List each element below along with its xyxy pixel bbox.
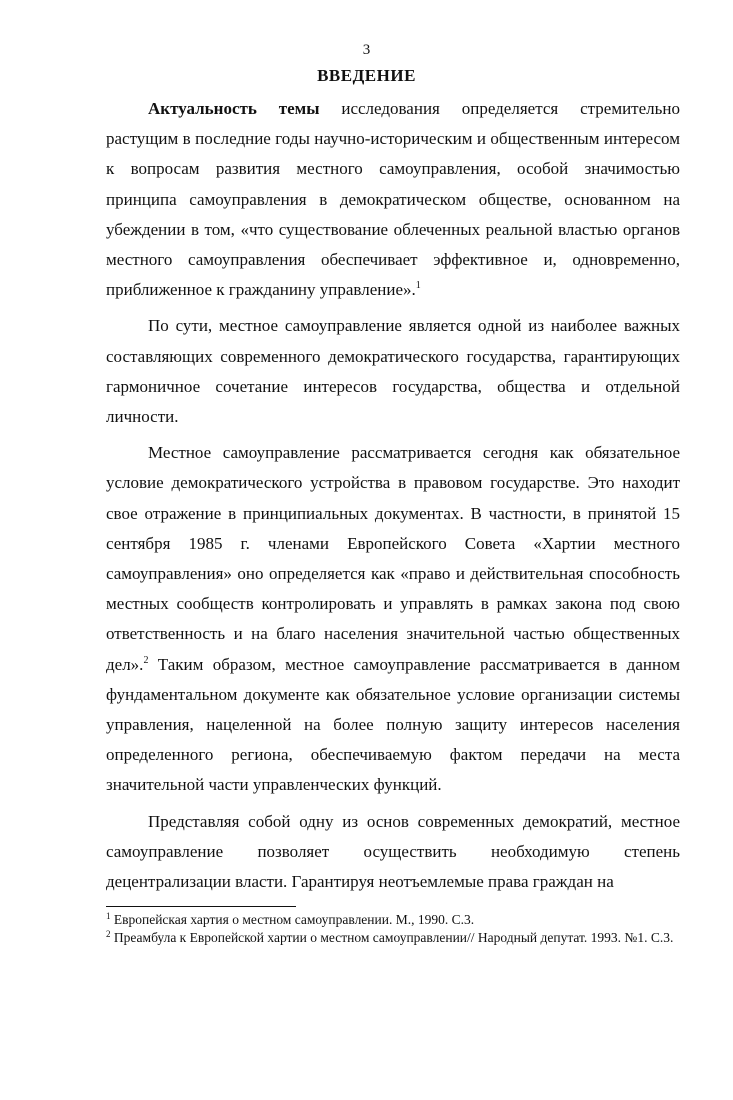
footnote-1 — [106, 911, 680, 929]
paragraph-text: исследования определяется стремительно растущим в последние годы научно-историческим и общественным интересом к вопросам развития местного самоуправления, особой значимостью принципа самоуправления в демократическом обществе, основанном на убеждении в том, «что существование облеченных реальной властью органов местного самоуправления обеспечивает эффективное и, одновременно, приближенное к гражданину управление». — [106, 99, 680, 300]
relevance-lead: Актуальность темы — [148, 99, 320, 118]
footnote-text: Европейская хартия о местном самоуправлении. М., 1990. С.3. — [110, 912, 475, 927]
footnote-separator — [106, 906, 296, 907]
paragraph-relevance — [106, 94, 680, 305]
paragraph-decentralization — [106, 807, 680, 898]
footnote-text: Преамбула к Европейской хартии о местном самоуправлении// Народный депутат. 1993. №1. С.3. — [110, 930, 674, 945]
footnote-ref-2[interactable]: 2 — [143, 654, 149, 666]
body-text — [106, 94, 680, 897]
paragraph-charter — [106, 438, 680, 800]
page-number: 3 — [362, 42, 371, 58]
footnotes — [106, 911, 680, 947]
footnote-2 — [106, 929, 680, 947]
paragraph-text-continued: Таким образом, местное самоуправление рассматривается в данном фундаментальном документе как обязательное условие организации системы управления, нацеленной на более полную защиту интересов населения определенного региона, обеспечиваемую фактом передачи на места значительной части управленческих функций. — [106, 654, 680, 795]
paragraph-text: Представляя собой одну из основ современных демократий, местное самоуправление позволяет осуществить необходимую степень децентрализации власти. Гарантируя неотъемлемые права граждан на — [106, 811, 680, 892]
paragraph-text: Местное самоуправление рассматривается сегодня как обязательное условие демократического устройства в правовом государстве. Это находит свое отражение в принципиальных документах. В частности, в принятой 15 сентября 1985 г. членами Европейского Совета «Хартии местного самоуправления» оно определяется как «право и действительная способность местных сообществ контролировать и управлять в рамках закона под свою ответственность и на благо населения значительной частью общественных дел». — [106, 443, 680, 674]
footnote-number: 1 — [106, 911, 111, 921]
footnote-ref-1[interactable]: 1 — [415, 280, 421, 292]
footnote-number: 2 — [106, 929, 111, 939]
paragraph-essence — [106, 311, 680, 432]
paragraph-text: По сути, местное самоуправление является одной из наиболее важных составляющих современного демократического государства, гарантирующих гармоничное сочетание интересов государства, общества и отдельной личности. — [106, 316, 680, 427]
section-title: ВВЕДЕНИЕ — [317, 66, 416, 85]
